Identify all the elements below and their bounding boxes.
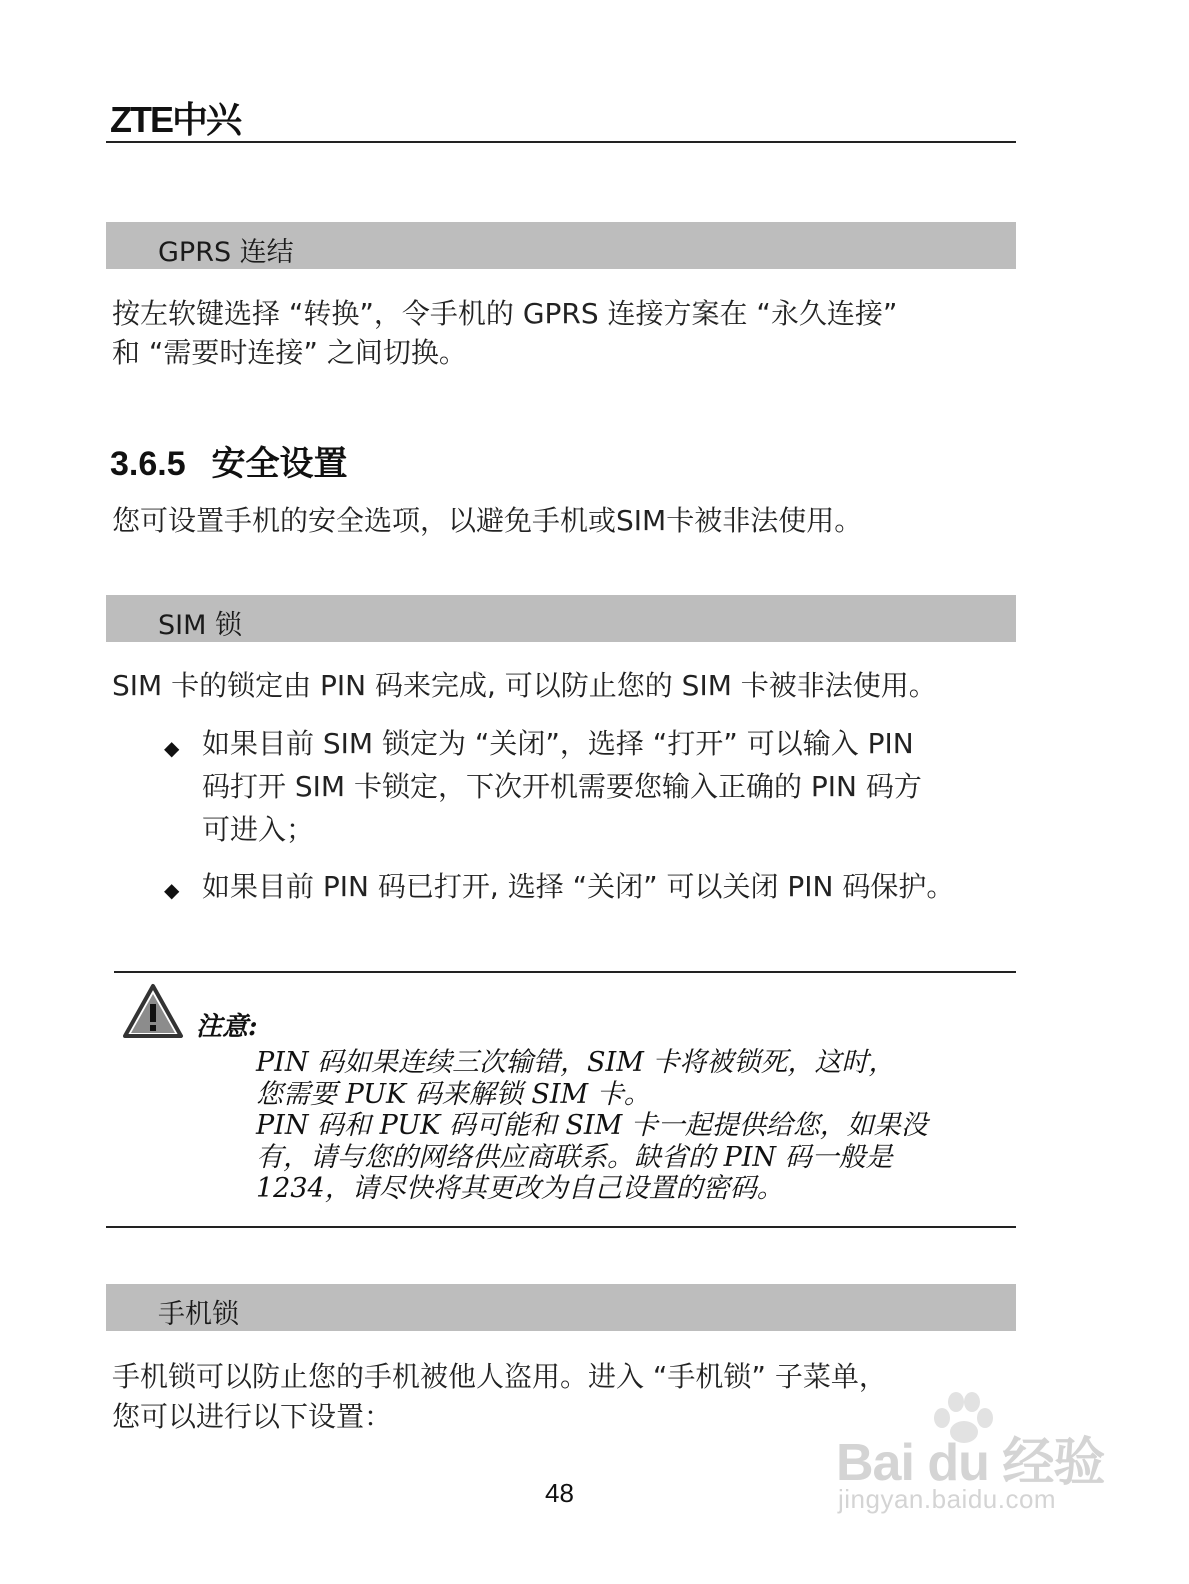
bullet-diamond-icon: ◆ — [164, 878, 180, 902]
note-line: 有，请与您的网络供应商联系。缺省的 PIN 码一般是 — [256, 1141, 893, 1173]
bullet-item — [202, 865, 1022, 908]
bullet-line: 码打开 SIM 卡锁定，下次开机需要您输入正确的 PIN 码方 — [202, 770, 922, 803]
warning-icon — [122, 983, 184, 1039]
note-line: 您需要 PUK 码来解锁 SIM 卡。 — [256, 1078, 651, 1110]
gprs-paragraph-line: 和 “需要时连接” 之间切换。 — [112, 336, 467, 369]
watermark-url: jingyan.baidu.com — [838, 1484, 1057, 1514]
note-body — [256, 1047, 1016, 1205]
note-line: 1234，请尽快将其更改为自己设置的密码。 — [256, 1173, 784, 1204]
page-number: 48 — [545, 1478, 574, 1508]
note-title: 注意: — [196, 1012, 258, 1042]
section-number: 3.6.5 — [110, 445, 186, 483]
note-line: PIN 码如果连续三次输错，SIM 卡将被锁死，这时， — [256, 1047, 896, 1078]
gprs-paragraph-line: 按左软键选择 “转换”，令手机的 GPRS 连接方案在 “永久连接” — [112, 297, 898, 330]
sim-lock-paragraph: SIM 卡的锁定由 PIN 码来完成, 可以防止您的 SIM 卡被非法使用。 — [112, 669, 937, 702]
phone-lock-paragraph-line: 手机锁可以防止您的手机被他人盗用。进入 “手机锁” 子菜单， — [112, 1360, 887, 1393]
section-title: 安全设置 — [211, 444, 348, 484]
bullet-diamond-icon: ◆ — [164, 736, 180, 760]
gprs-paragraph — [112, 294, 1022, 372]
phone-lock-paragraph-line: 您可以进行以下设置： — [112, 1400, 393, 1433]
gprs-section-title: GPRS 连结 — [158, 237, 294, 268]
brand-logo: ZTE中兴 — [110, 99, 240, 140]
section-intro: 您可设置手机的安全选项，以避免手机或SIM卡被非法使用。 — [112, 504, 863, 537]
sim-lock-section-bar — [106, 595, 1016, 642]
phone-lock-section-title: 手机锁 — [158, 1299, 239, 1330]
section-heading — [110, 436, 347, 485]
sim-lock-section-title: SIM 锁 — [158, 610, 242, 641]
bullet-line: 如果目前 SIM 锁定为 “关闭”，选择 “打开” 可以输入 PIN — [202, 727, 914, 760]
note-line: PIN 码和 PUK 码可能和 SIM 卡一起提供给您，如果没 — [256, 1110, 928, 1141]
gprs-section-bar — [106, 222, 1016, 269]
bullet-line: 可进入； — [202, 813, 315, 846]
header-divider — [106, 141, 1016, 143]
bullet-item — [202, 722, 1022, 851]
note-top-divider — [114, 971, 1016, 973]
phone-lock-section-bar — [106, 1284, 1016, 1331]
watermark-brand: Bai du 经验 — [836, 1434, 1105, 1492]
note-bottom-divider — [106, 1226, 1016, 1228]
bullet-line: 如果目前 PIN 码已打开, 选择 “关闭” 可以关闭 PIN 码保护。 — [202, 870, 955, 903]
